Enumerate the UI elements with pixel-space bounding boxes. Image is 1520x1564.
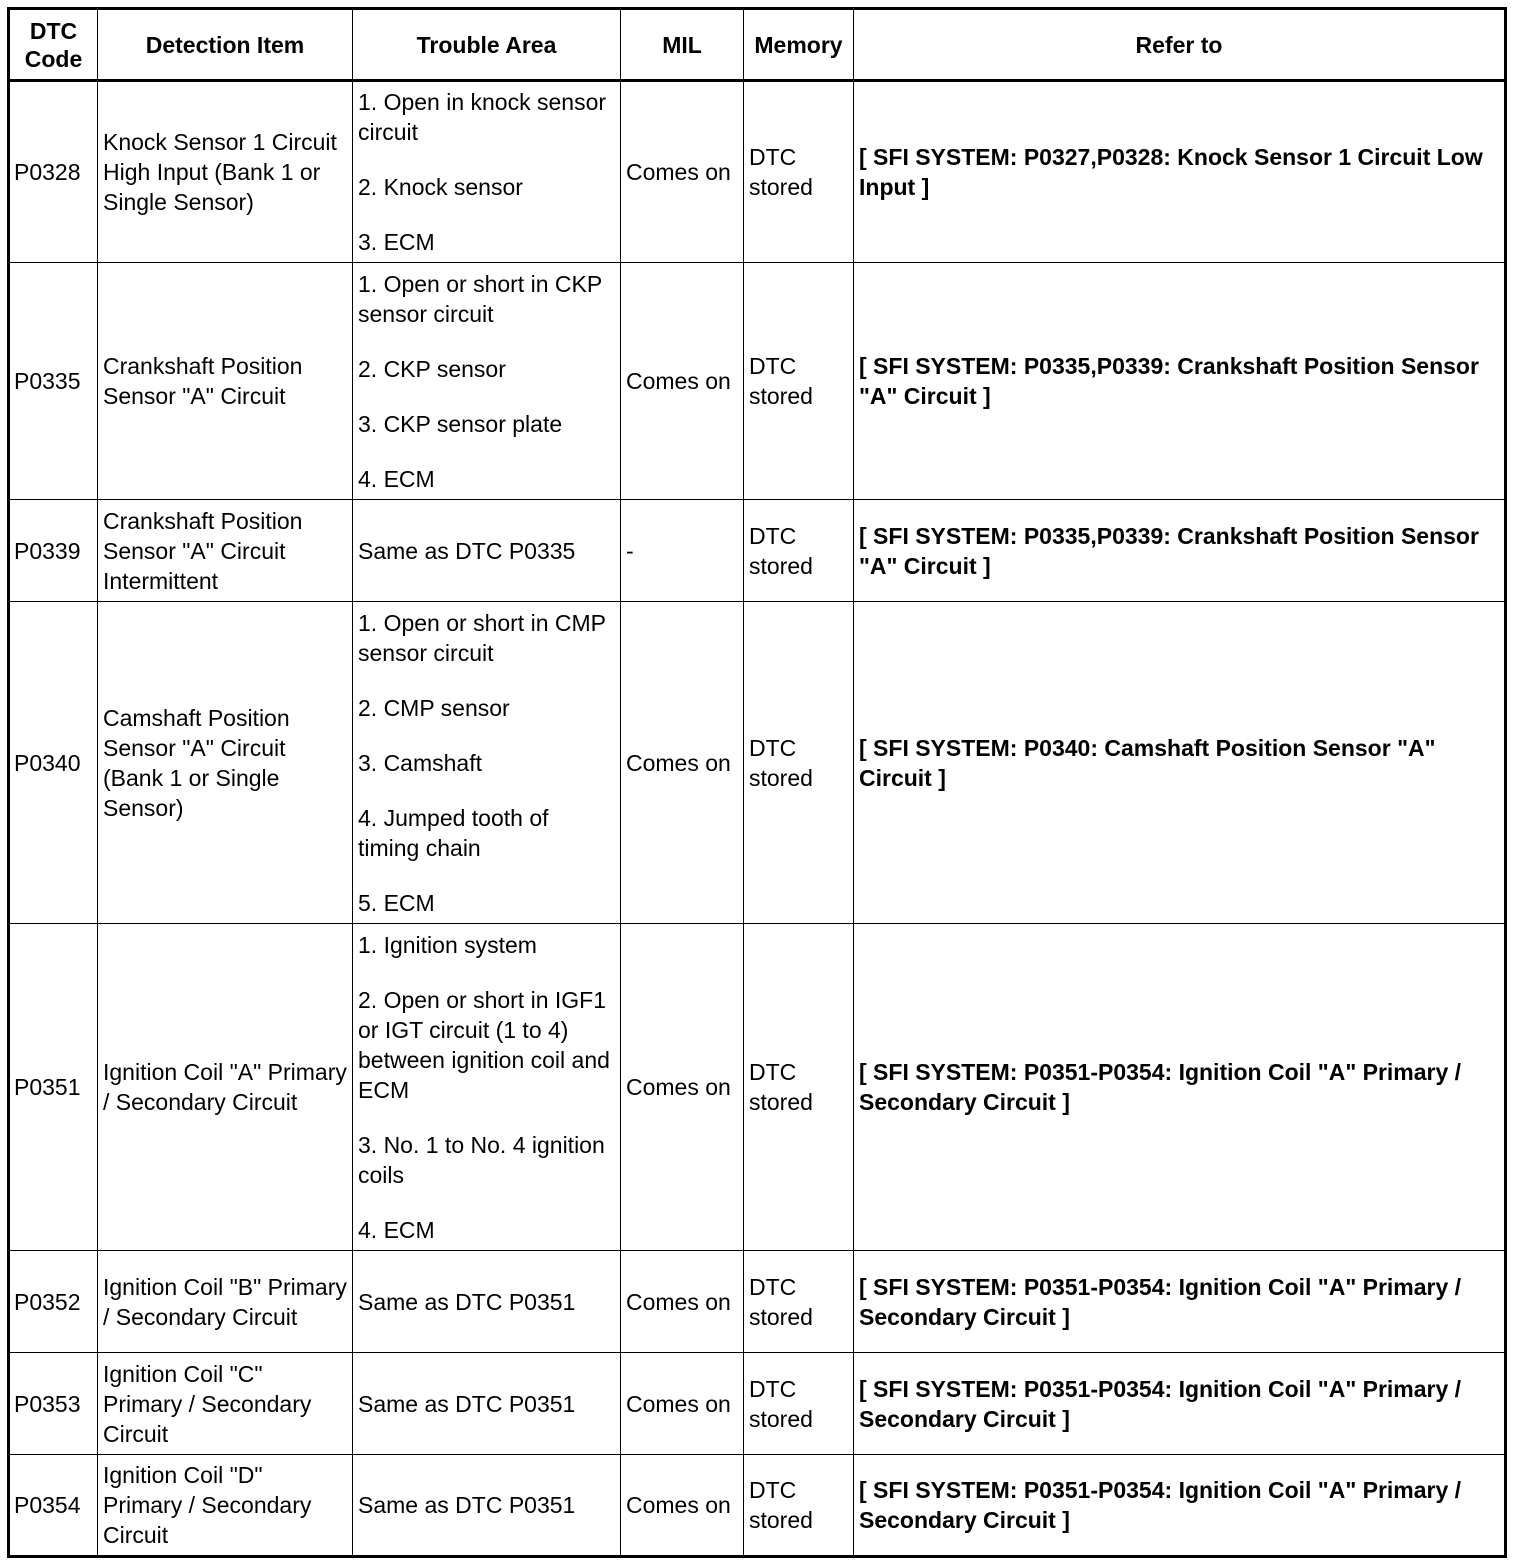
refer-to-cell: [ SFI SYSTEM: P0340: Camshaft Position Sensor "A" Circuit ]: [854, 602, 1506, 924]
table-body: [9, 81, 1506, 1557]
mil-cell: Comes on: [621, 602, 744, 924]
dtc-table-wrapper: [7, 7, 1507, 1558]
trouble-area-item: 2. Open or short in IGF1 or IGT circuit (1 to 4) between ignition coil and ECM: [358, 986, 610, 1103]
mil-cell: Comes on: [621, 1353, 744, 1455]
table-header: [9, 9, 1506, 81]
trouble-area-cell: [353, 263, 621, 500]
table-row: [9, 81, 1506, 263]
detection-item-cell: Crankshaft Position Sensor "A" Circuit Intermittent: [98, 500, 353, 602]
memory-cell: DTC stored: [744, 500, 854, 602]
trouble-area-item: Same as DTC P0335: [358, 537, 576, 564]
mil-cell: Comes on: [621, 924, 744, 1251]
trouble-area-cell: [353, 1455, 621, 1557]
trouble-area-item: 3. Camshaft: [358, 749, 482, 776]
memory-cell: DTC stored: [744, 1251, 854, 1353]
trouble-area-cell: [353, 500, 621, 602]
trouble-area-item: 1. Open in knock sensor circuit: [358, 89, 607, 145]
dtc-code-cell: P0340: [9, 602, 98, 924]
detection-item-cell: Crankshaft Position Sensor "A" Circuit: [98, 263, 353, 500]
trouble-area-item: 1. Open or short in CMP sensor circuit: [358, 609, 606, 666]
detection-item-cell: Camshaft Position Sensor "A" Circuit (Bank 1 or Single Sensor): [98, 602, 353, 924]
trouble-area-item: Same as DTC P0351: [358, 1390, 576, 1417]
trouble-area-item: 1. Ignition system: [358, 931, 537, 958]
dtc-code-cell: P0328: [9, 81, 98, 263]
header-detection-item: Detection Item: [98, 9, 353, 81]
trouble-area-item: 3. No. 1 to No. 4 ignition coils: [358, 1131, 605, 1188]
dtc-code-cell: P0352: [9, 1251, 98, 1353]
trouble-area-item: 2. Knock sensor: [358, 174, 523, 200]
trouble-area-cell: [353, 81, 621, 263]
memory-cell: DTC stored: [744, 1353, 854, 1455]
mil-cell: Comes on: [621, 1455, 744, 1557]
memory-cell: DTC stored: [744, 1455, 854, 1557]
trouble-area-cell: [353, 1353, 621, 1455]
detection-item-cell: Ignition Coil "A" Primary / Secondary Circuit: [98, 924, 353, 1251]
mil-cell: Comes on: [621, 263, 744, 500]
header-mil: MIL: [621, 9, 744, 81]
table-row: [9, 924, 1506, 1251]
dtc-code-cell: P0354: [9, 1455, 98, 1557]
table-row: [9, 1251, 1506, 1353]
refer-to-cell: [ SFI SYSTEM: P0351-P0354: Ignition Coil "A" Primary / Secondary Circuit ]: [854, 1353, 1506, 1455]
refer-to-cell: [ SFI SYSTEM: P0351-P0354: Ignition Coil "A" Primary / Secondary Circuit ]: [854, 1251, 1506, 1353]
mil-cell: Comes on: [621, 81, 744, 263]
table-row: [9, 263, 1506, 500]
trouble-area-cell: [353, 602, 621, 924]
memory-cell: DTC stored: [744, 81, 854, 263]
header-trouble-area: Trouble Area: [353, 9, 621, 81]
trouble-area-item: 2. CMP sensor: [358, 694, 510, 721]
trouble-area-item: 5. ECM: [358, 889, 435, 916]
refer-to-cell: [ SFI SYSTEM: P0351-P0354: Ignition Coil "A" Primary / Secondary Circuit ]: [854, 924, 1506, 1251]
dtc-code-cell: P0339: [9, 500, 98, 602]
trouble-area-item: Same as DTC P0351: [358, 1288, 576, 1315]
header-memory: Memory: [744, 9, 854, 81]
header-dtc-code: DTC Code: [9, 9, 98, 81]
header-row: [9, 9, 1506, 81]
mil-cell: Comes on: [621, 1251, 744, 1353]
detection-item-cell: Ignition Coil "D" Primary / Secondary Circuit: [98, 1455, 353, 1557]
trouble-area-cell: [353, 924, 621, 1251]
table-row: [9, 1455, 1506, 1557]
trouble-area-item: 4. Jumped tooth of timing chain: [358, 804, 549, 861]
table-row: [9, 500, 1506, 602]
trouble-area-item: Same as DTC P0351: [358, 1492, 576, 1518]
trouble-area-item: 2. CKP sensor: [358, 355, 506, 382]
dtc-code-cell: P0335: [9, 263, 98, 500]
dtc-code-cell: P0351: [9, 924, 98, 1251]
dtc-table: [7, 7, 1507, 1558]
trouble-area-cell: [353, 1251, 621, 1353]
refer-to-cell: [ SFI SYSTEM: P0351-P0354: Ignition Coil "A" Primary / Secondary Circuit ]: [854, 1455, 1506, 1557]
mil-cell: -: [621, 500, 744, 602]
memory-cell: DTC stored: [744, 924, 854, 1251]
detection-item-cell: Ignition Coil "C" Primary / Secondary Circuit: [98, 1353, 353, 1455]
header-refer-to: Refer to: [854, 9, 1506, 81]
detection-item-cell: Ignition Coil "B" Primary / Secondary Circuit: [98, 1251, 353, 1353]
trouble-area-item: 4. ECM: [358, 465, 435, 492]
trouble-area-item: 1. Open or short in CKP sensor circuit: [358, 270, 602, 327]
refer-to-cell: [ SFI SYSTEM: P0327,P0328: Knock Sensor 1 Circuit Low Input ]: [854, 81, 1506, 263]
dtc-code-cell: P0353: [9, 1353, 98, 1455]
memory-cell: DTC stored: [744, 263, 854, 500]
refer-to-cell: [ SFI SYSTEM: P0335,P0339: Crankshaft Position Sensor "A" Circuit ]: [854, 263, 1506, 500]
table-row: [9, 1353, 1506, 1455]
trouble-area-item: 3. ECM: [358, 229, 435, 255]
trouble-area-item: 3. CKP sensor plate: [358, 410, 563, 437]
detection-item-cell: Knock Sensor 1 Circuit High Input (Bank 1 or Single Sensor): [98, 81, 353, 263]
trouble-area-item: 4. ECM: [358, 1216, 435, 1243]
refer-to-cell: [ SFI SYSTEM: P0335,P0339: Crankshaft Position Sensor "A" Circuit ]: [854, 500, 1506, 602]
table-row: [9, 602, 1506, 924]
memory-cell: DTC stored: [744, 602, 854, 924]
